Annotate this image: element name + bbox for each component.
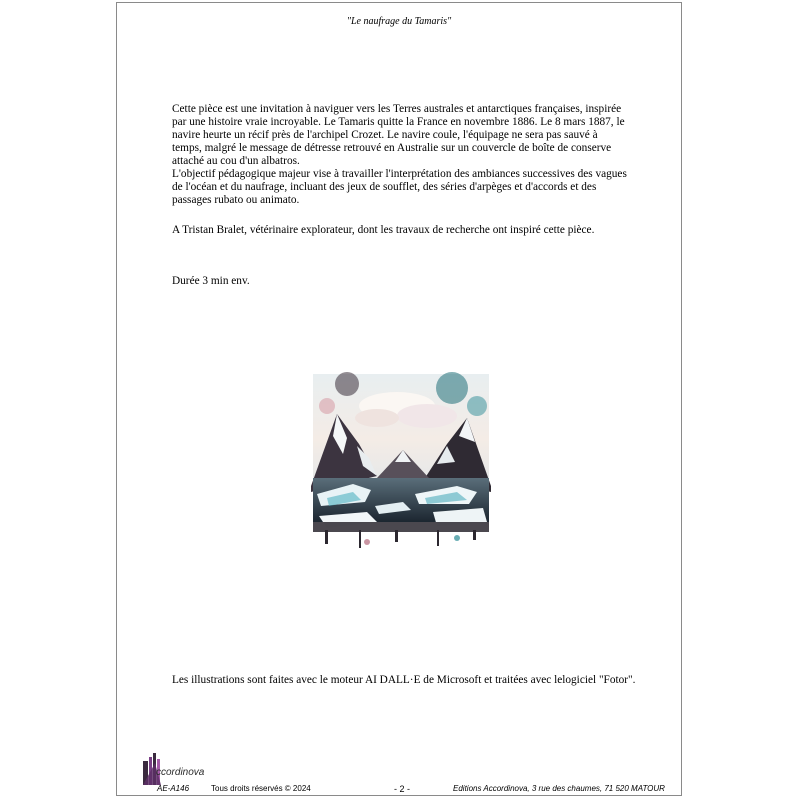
duration-text: Durée 3 min env.	[172, 275, 250, 287]
intro-text	[172, 103, 630, 207]
intro-paragraph-1: Cette pièce est une invitation à naviguer vers les Terres australes et antarctiques françaises, inspirée par une histoire vraie incroyable. Le Tamaris quitte la France en novembre 1886. Le 8 mars 1887, le navire heurte un récif près de l'archipel Crozet. Le navire coule, l'équipage ne sera pas sauvé à temps, malgré le message de détresse retrouvé en Australie sur un couvercle de boîte de conserve attaché au cou d'un albatros.	[172, 103, 625, 167]
document-page	[116, 2, 682, 796]
illustration-credits: Les illustrations sont faites avec le moteur AI DALL·E de Microsoft et traitées avec lelogiciel "Fotor".	[172, 674, 636, 686]
antarctic-illustration	[307, 366, 495, 554]
logo-text: ccordinova	[156, 767, 205, 778]
footer-reference: AE-A146	[157, 784, 190, 793]
footer-publisher: Editions Accordinova, 3 rue des chaumes, 71 520 MATOUR	[453, 784, 665, 793]
page-number: - 2 -	[394, 784, 411, 794]
dedication-text: A Tristan Bralet, vétérinaire explorateur, dont les travaux de recherche ont inspiré cette pièce.	[172, 224, 595, 236]
page-header-title: "Le naufrage du Tamaris"	[346, 16, 452, 27]
footer-rights: Tous droits réservés © 2024	[211, 784, 311, 793]
intro-paragraph-2: L'objectif pédagogique majeur vise à travailler l'interprétation des ambiances successives des vagues de l'océan et du naufrage, incluant des jeux de soufflet, des séries d'arpèges et d'accords et des passages rubato ou animato.	[172, 168, 627, 206]
